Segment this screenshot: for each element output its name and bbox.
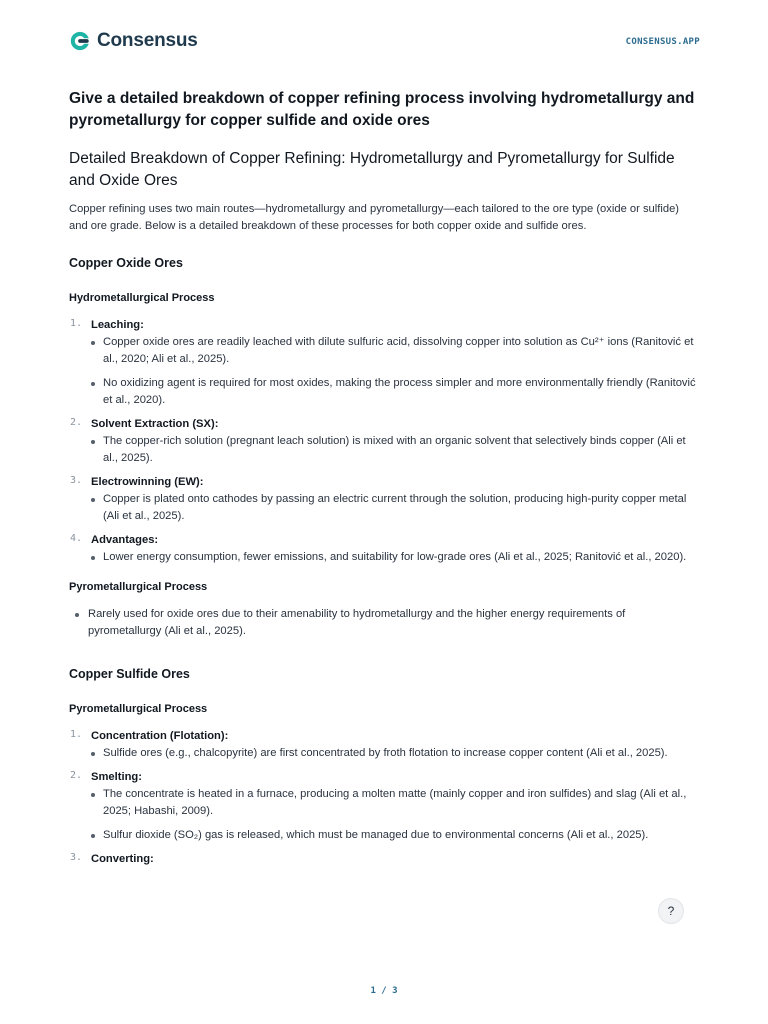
bullet-dot-icon <box>91 556 95 560</box>
list-item <box>69 769 699 844</box>
step-number: 2. <box>70 417 83 428</box>
bullet-list <box>91 745 699 762</box>
step-title: Solvent Extraction (SX): <box>91 418 219 430</box>
step-number: 2. <box>70 770 83 781</box>
oxide-pyro-bullets <box>69 606 699 640</box>
list-item <box>69 728 699 762</box>
bullet-item <box>69 606 699 640</box>
step-title: Smelting: <box>91 771 142 783</box>
document-content <box>69 88 699 873</box>
bullet-item <box>91 433 699 467</box>
bullet-item <box>91 827 699 844</box>
bullet-dot-icon <box>91 793 95 797</box>
list-item <box>69 317 699 409</box>
step-number: 3. <box>70 852 83 863</box>
site-link[interactable]: CONSENSUS.APP <box>625 37 700 47</box>
bullet-dot-icon <box>91 834 95 838</box>
subsection-heading-sulfide-pyro: Pyrometallurgical Process <box>69 703 208 715</box>
bullet-text: The concentrate is heated in a furnace, producing a molten matte (mainly copper and iron sulfides) and slag (Ali et al., 2025; Habashi, 2009). <box>103 788 687 817</box>
step-title: Converting: <box>91 853 154 865</box>
step-title: Electrowinning (EW): <box>91 476 204 488</box>
bullet-text: Rarely used for oxide ores due to their amenability to hydrometallurgy and the higher energy requirements of pyrometallurgy (Ali et al., 2025). <box>88 608 626 637</box>
section-heading-oxide: Copper Oxide Ores <box>69 256 183 270</box>
bullet-text: Sulfur dioxide (SO₂) gas is released, which must be managed due to environmental concerns (Ali et al., 2025). <box>103 829 649 841</box>
page-indicator: 1 / 3 <box>370 986 398 996</box>
step-number: 1. <box>70 318 83 329</box>
bullet-list <box>91 491 699 525</box>
step-title: Concentration (Flotation): <box>91 730 229 742</box>
step-number: 3. <box>70 475 83 486</box>
bullet-text: No oxidizing agent is required for most oxides, making the process simpler and more environmentally friendly (Ranitović et al., 2020). <box>103 377 696 406</box>
logo-text: Consensus <box>97 30 198 51</box>
bullet-text: Sulfide ores (e.g., chalcopyrite) are first concentrated by froth flotation to increase copper content (Ali et al., 2025). <box>103 747 668 759</box>
consensus-logo-icon <box>69 30 91 52</box>
bullet-dot-icon <box>91 498 95 502</box>
subsection-heading-oxide-hydro: Hydrometallurgical Process <box>69 292 215 304</box>
answer-title: Detailed Breakdown of Copper Refining: Hydrometallurgy and Pyrometallurgy for Sulfide and Oxide Ores <box>69 150 675 189</box>
bullet-text: Copper is plated onto cathodes by passing an electric current through the solution, producing high-purity copper metal (Ali et al., 2025). <box>103 493 687 522</box>
bullet-dot-icon <box>75 613 79 617</box>
bullet-list <box>91 786 699 844</box>
page-header <box>69 30 700 56</box>
bullet-list <box>91 433 699 467</box>
bullet-text: The copper-rich solution (pregnant leach solution) is mixed with an organic solvent that selectively binds copper (Ali et al., 2025). <box>103 435 686 464</box>
step-title: Advantages: <box>91 534 159 546</box>
sulfide-pyro-steps <box>69 728 699 867</box>
bullet-list <box>91 549 699 566</box>
list-item <box>69 851 699 867</box>
list-item <box>69 474 699 525</box>
oxide-hydro-steps <box>69 317 699 566</box>
list-item <box>69 532 699 566</box>
bullet-dot-icon <box>91 382 95 386</box>
bullet-dot-icon <box>91 341 95 345</box>
bullet-text: Copper oxide ores are readily leached with dilute sulfuric acid, dissolving copper into solution as Cu²⁺ ions (Ranitović et al., 2020; Ali et al., 2025). <box>103 336 694 365</box>
list-item <box>69 416 699 467</box>
step-number: 1. <box>70 729 83 740</box>
intro-paragraph: Copper refining uses two main routes—hydrometallurgy and pyrometallurgy—each tailored to the ore type (oxide or sulfide) and ore grade. Below is a detailed breakdown of these processes for both copper oxide and sulfide ores. <box>69 203 680 232</box>
bullet-text: Lower energy consumption, fewer emissions, and suitability for low-grade ores (Ali et al., 2025; Ranitović et al., 2020). <box>103 551 687 563</box>
bullet-item <box>91 375 699 409</box>
step-title: Leaching: <box>91 319 144 331</box>
bullet-list <box>91 334 699 409</box>
step-number: 4. <box>70 533 83 544</box>
bullet-item <box>91 334 699 368</box>
help-button[interactable]: ? <box>658 898 684 924</box>
subsection-heading-oxide-pyro: Pyrometallurgical Process <box>69 581 208 593</box>
bullet-dot-icon <box>91 752 95 756</box>
bullet-item <box>91 745 699 762</box>
bullet-dot-icon <box>91 440 95 444</box>
question-heading: Give a detailed breakdown of copper refining process involving hydrometallurgy and pyrometallurgy for copper sulfide and oxide ores <box>69 90 695 129</box>
consensus-logo[interactable] <box>69 30 198 52</box>
bullet-item <box>91 491 699 525</box>
bullet-item <box>91 549 699 566</box>
section-heading-sulfide: Copper Sulfide Ores <box>69 667 190 681</box>
bullet-item <box>91 786 699 820</box>
